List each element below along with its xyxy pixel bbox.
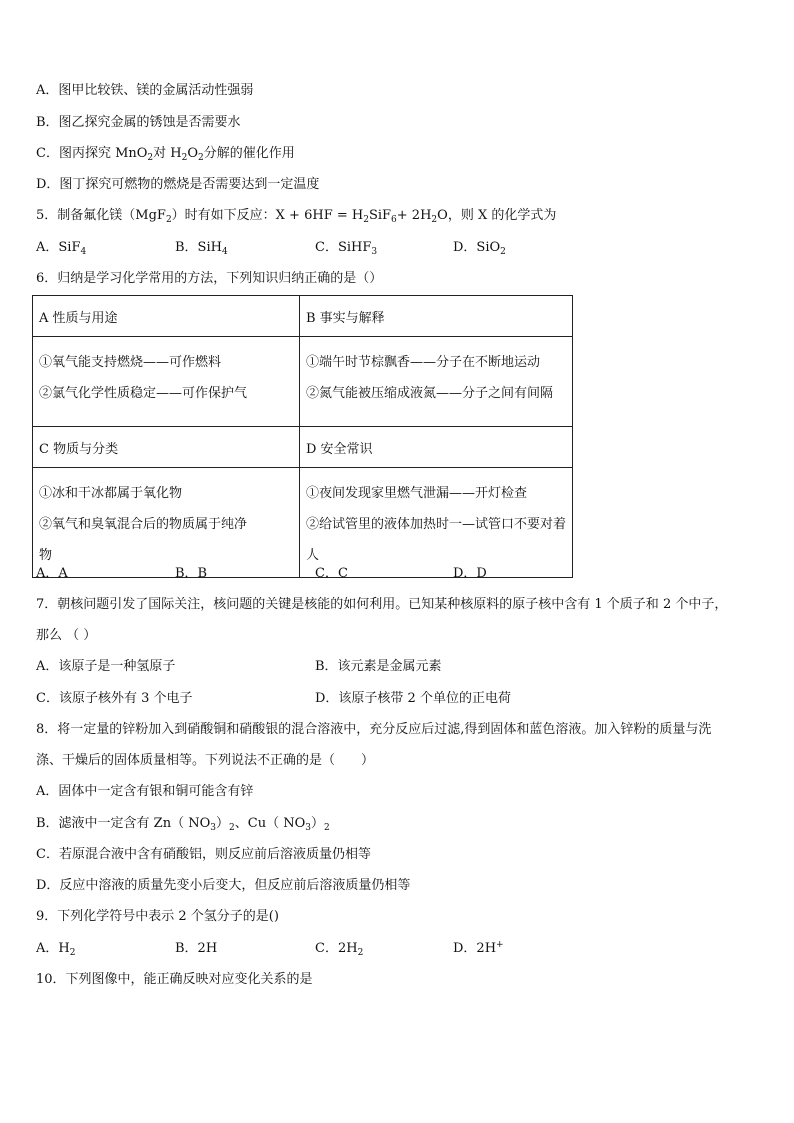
q7-stem-cont: 那么 （ ） — [36, 628, 97, 643]
q6-cell-a-body: ①氧气能支持燃烧——可作燃料 ②氯气化学性质稳定——可作保护气 — [33, 337, 300, 427]
q8-option-c: C．若原混合液中含有硝酸铝，则反应前后溶液质量仍相等 — [36, 847, 371, 862]
q5-option-a: A．SiF$_4$ — [36, 240, 87, 257]
q8-stem-cont: 涤、干燥后的固体质量相等。下列说法不正确的是（ ） — [36, 753, 375, 768]
q7-stem: 7．朝核问题引发了国际关注，核问题的关键是核能的如何利用。已知某种核原料的原子核中含有 1 个质子和 2 个中子， — [36, 597, 728, 612]
q7-option-d: D．该原子核带 2 个单位的正电荷 — [315, 691, 511, 706]
q8-option-b: B．滤液中一定含有 Zn（ $NO_3)_2$、Cu（ $NO_3)_2$ — [36, 816, 330, 833]
q8-option-a: A．固体中一定含有银和铜可能含有锌 — [36, 784, 254, 799]
q4-option-b: B．图乙探究金属的锈蚀是否需要水 — [36, 115, 241, 130]
q4-option-d: D．图丁探究可燃物的燃烧是否需要达到一定温度 — [36, 177, 320, 192]
q5-stem: 5．制备氟化镁（MgF$_2$）时有如下反应：$X + 6HF = H_2SiF_6+ 2H_2O$，则 X 的化学式为 — [36, 208, 557, 225]
q6-cell-c-head: C 物质与分类 — [33, 427, 300, 468]
q6-option-a: A．A — [36, 566, 68, 581]
q9-option-d: D．2H+ — [453, 940, 504, 956]
q9-option-b: B．2H — [175, 941, 218, 956]
q5-option-b: B．SiH$_4$ — [175, 240, 228, 257]
q4-option-c: C．图丙探究 MnO$_2$对 $H_2O_2$分解的催化作用 — [36, 146, 295, 163]
q6-cell-b-body: ①端午时节棕飘香——分子在不断地运动 ②氮气能被压缩成液氮——分子之间有间隔 — [299, 337, 572, 427]
q6-option-b: B．B — [175, 566, 208, 581]
q7-option-c: C．该原子核外有 3 个电子 — [36, 691, 193, 706]
q7-option-b: B．该元素是金属元素 — [315, 659, 442, 674]
q5-option-c: C．SiHF$_3$ — [315, 240, 378, 257]
q8-stem: 8．将一定量的锌粉加入到硝酸铜和硝酸银的混合溶液中，充分反应后过滤,得到固体和蓝色溶液。加入锌粉的质量与洗 — [36, 722, 712, 737]
q5-option-d: D．SiO$_2$ — [453, 240, 506, 257]
q6-stem: 6．归纳是学习化学常用的方法，下列知识归纳正确的是（） — [36, 271, 383, 286]
q6-cell-d-body: ①夜间发现家里燃气泄漏——开灯检查 ②给试管里的液体加热时一—试管口不要对着 人 — [299, 468, 572, 578]
q6-cell-c-body: ①冰和干冰都属于氧化物 ②氧气和臭氧混合后的物质属于纯净 物 — [33, 468, 300, 578]
q9-stem: 9．下列化学符号中表示 2 个氢分子的是() — [36, 909, 279, 924]
q8-option-d: D．反应中溶液的质量先变小后变大，但反应前后溶液质量仍相等 — [36, 878, 411, 893]
q6-table — [32, 295, 573, 578]
q6-cell-a-head: A 性质与用途 — [33, 296, 300, 337]
q9-option-a: A．$H_2$ — [36, 941, 76, 958]
q6-option-c: C．C — [315, 566, 348, 581]
q9-option-c: C．$2H_2$ — [315, 941, 364, 958]
q4-option-a: A．图甲比较铁、镁的金属活动性强弱 — [36, 83, 254, 98]
q7-option-a: A．该原子是一种氢原子 — [36, 659, 176, 674]
q6-cell-b-head: B 事实与解释 — [299, 296, 572, 337]
q6-cell-d-head: D 安全常识 — [299, 427, 572, 468]
q10-stem: 10．下列图像中，能正确反映对应变化关系的是 — [36, 972, 313, 987]
q6-option-d: D．D — [453, 566, 487, 581]
